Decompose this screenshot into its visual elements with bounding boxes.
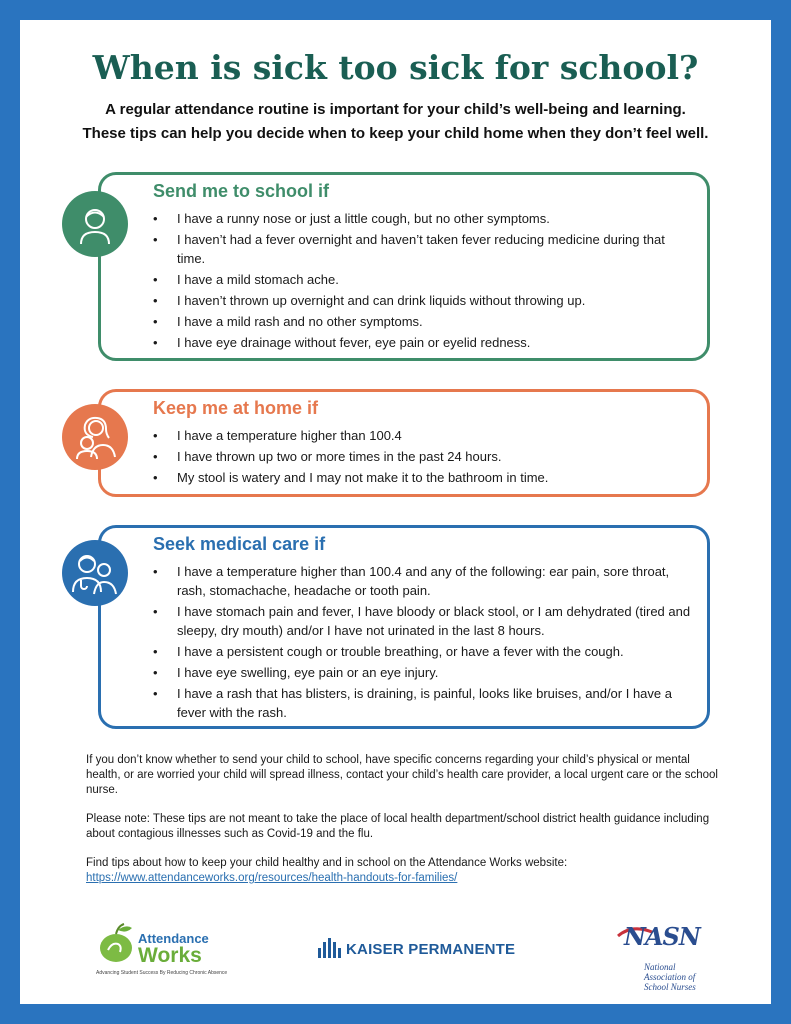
nasn-logo (616, 920, 716, 998)
list-item: • I have thrown up two or more times in the past 24 hours. (153, 447, 693, 466)
keep-home-list (153, 426, 693, 489)
nasn-line-3: School Nurses (644, 982, 696, 992)
nasn-mark: NASN (624, 922, 700, 951)
doctor-patient-icon (62, 540, 128, 606)
contact-note: If you don’t know whether to send your child to school, have specific concerns regarding your child’s physical or mental health, or are worried your child will spread illness, contact your child’s health care provider, a local urgent care or the school nurse. (86, 754, 718, 796)
child-icon (62, 191, 128, 257)
nasn-subtitle (644, 962, 696, 992)
disclaimer-note: Please note: These tips are not meant to take the place of local health department/school district health guidance including about contagious illnesses such as Covid-19 and the flu. (86, 813, 710, 840)
list-item: • I have a temperature higher than 100.4 (153, 426, 693, 445)
attendance-works-name: Attendance (138, 931, 209, 946)
tips-text: Find tips about how to keep your child healthy and in school on the Attendance Works website: (86, 857, 568, 869)
seek-medical-list (153, 562, 693, 724)
seek-medical-card (98, 525, 710, 729)
attendance-works-logo (96, 920, 236, 982)
send-to-school-card (98, 172, 710, 361)
page-subtitle (20, 98, 771, 146)
kaiser-permanente-logo (316, 936, 516, 964)
list-item: • I have eye drainage without fever, eye pain or eyelid redness. (153, 333, 693, 352)
tips-note (86, 856, 726, 886)
keep-home-heading: Keep me at home if (153, 398, 319, 418)
list-item: • I have a temperature higher than 100.4 and any of the following: ear pain, sore throat, rash, stomachache, headache or tooth pain. (153, 562, 693, 600)
kaiser-permanente-name: KAISER PERMANENTE (346, 941, 516, 958)
send-to-school-list (153, 209, 693, 354)
attendance-works-tagline: Advancing Student Success By Reducing Chronic Absence (96, 970, 228, 976)
attendance-works-works: Works (138, 944, 202, 967)
subtitle-line-2: These tips can help you decide when to keep your child home when they don’t feel well. (82, 125, 709, 142)
parent-child-icon (62, 404, 128, 470)
list-item: • I have stomach pain and fever, I have bloody or black stool, or I am dehydrated (tired and sleepy, dry mouth) and/or I have not urinated in the last 8 hours. (153, 602, 693, 640)
nasn-line-2: Association of (644, 972, 696, 982)
list-item: • I have eye swelling, eye pain or an eye injury. (153, 663, 693, 682)
page-title: When is sick too sick for school? (92, 48, 699, 87)
apple-icon (96, 920, 136, 964)
flyer-page (20, 20, 771, 1004)
list-item: • I have a runny nose or just a little cough, but no other symptoms. (153, 209, 693, 228)
nasn-line-1: National (644, 962, 676, 972)
attendance-works-link[interactable]: https://www.attendanceworks.org/resources/health-handouts-for-families/ (86, 872, 458, 884)
list-item: • I have a rash that has blisters, is draining, is painful, looks like bruises, and/or I have a fever with the rash. (153, 684, 693, 722)
list-item: • My stool is watery and I may not make it to the bathroom in time. (153, 468, 693, 487)
kaiser-sunburst-icon (316, 936, 342, 960)
seek-medical-heading: Seek medical care if (153, 534, 326, 554)
list-item: • I have a mild rash and no other symptoms. (153, 312, 693, 331)
list-item: • I have a mild stomach ache. (153, 270, 693, 289)
subtitle-line-1: A regular attendance routine is important for your child’s well-being and learning. (105, 101, 686, 118)
list-item: • I haven’t had a fever overnight and haven’t taken fever reducing medicine during that time. (153, 230, 693, 268)
list-item: • I haven’t thrown up overnight and can drink liquids without throwing up. (153, 291, 693, 310)
list-item: • I have a persistent cough or trouble breathing, or have a fever with the cough. (153, 642, 693, 661)
keep-home-card (98, 389, 710, 497)
send-to-school-heading: Send me to school if (153, 181, 330, 201)
